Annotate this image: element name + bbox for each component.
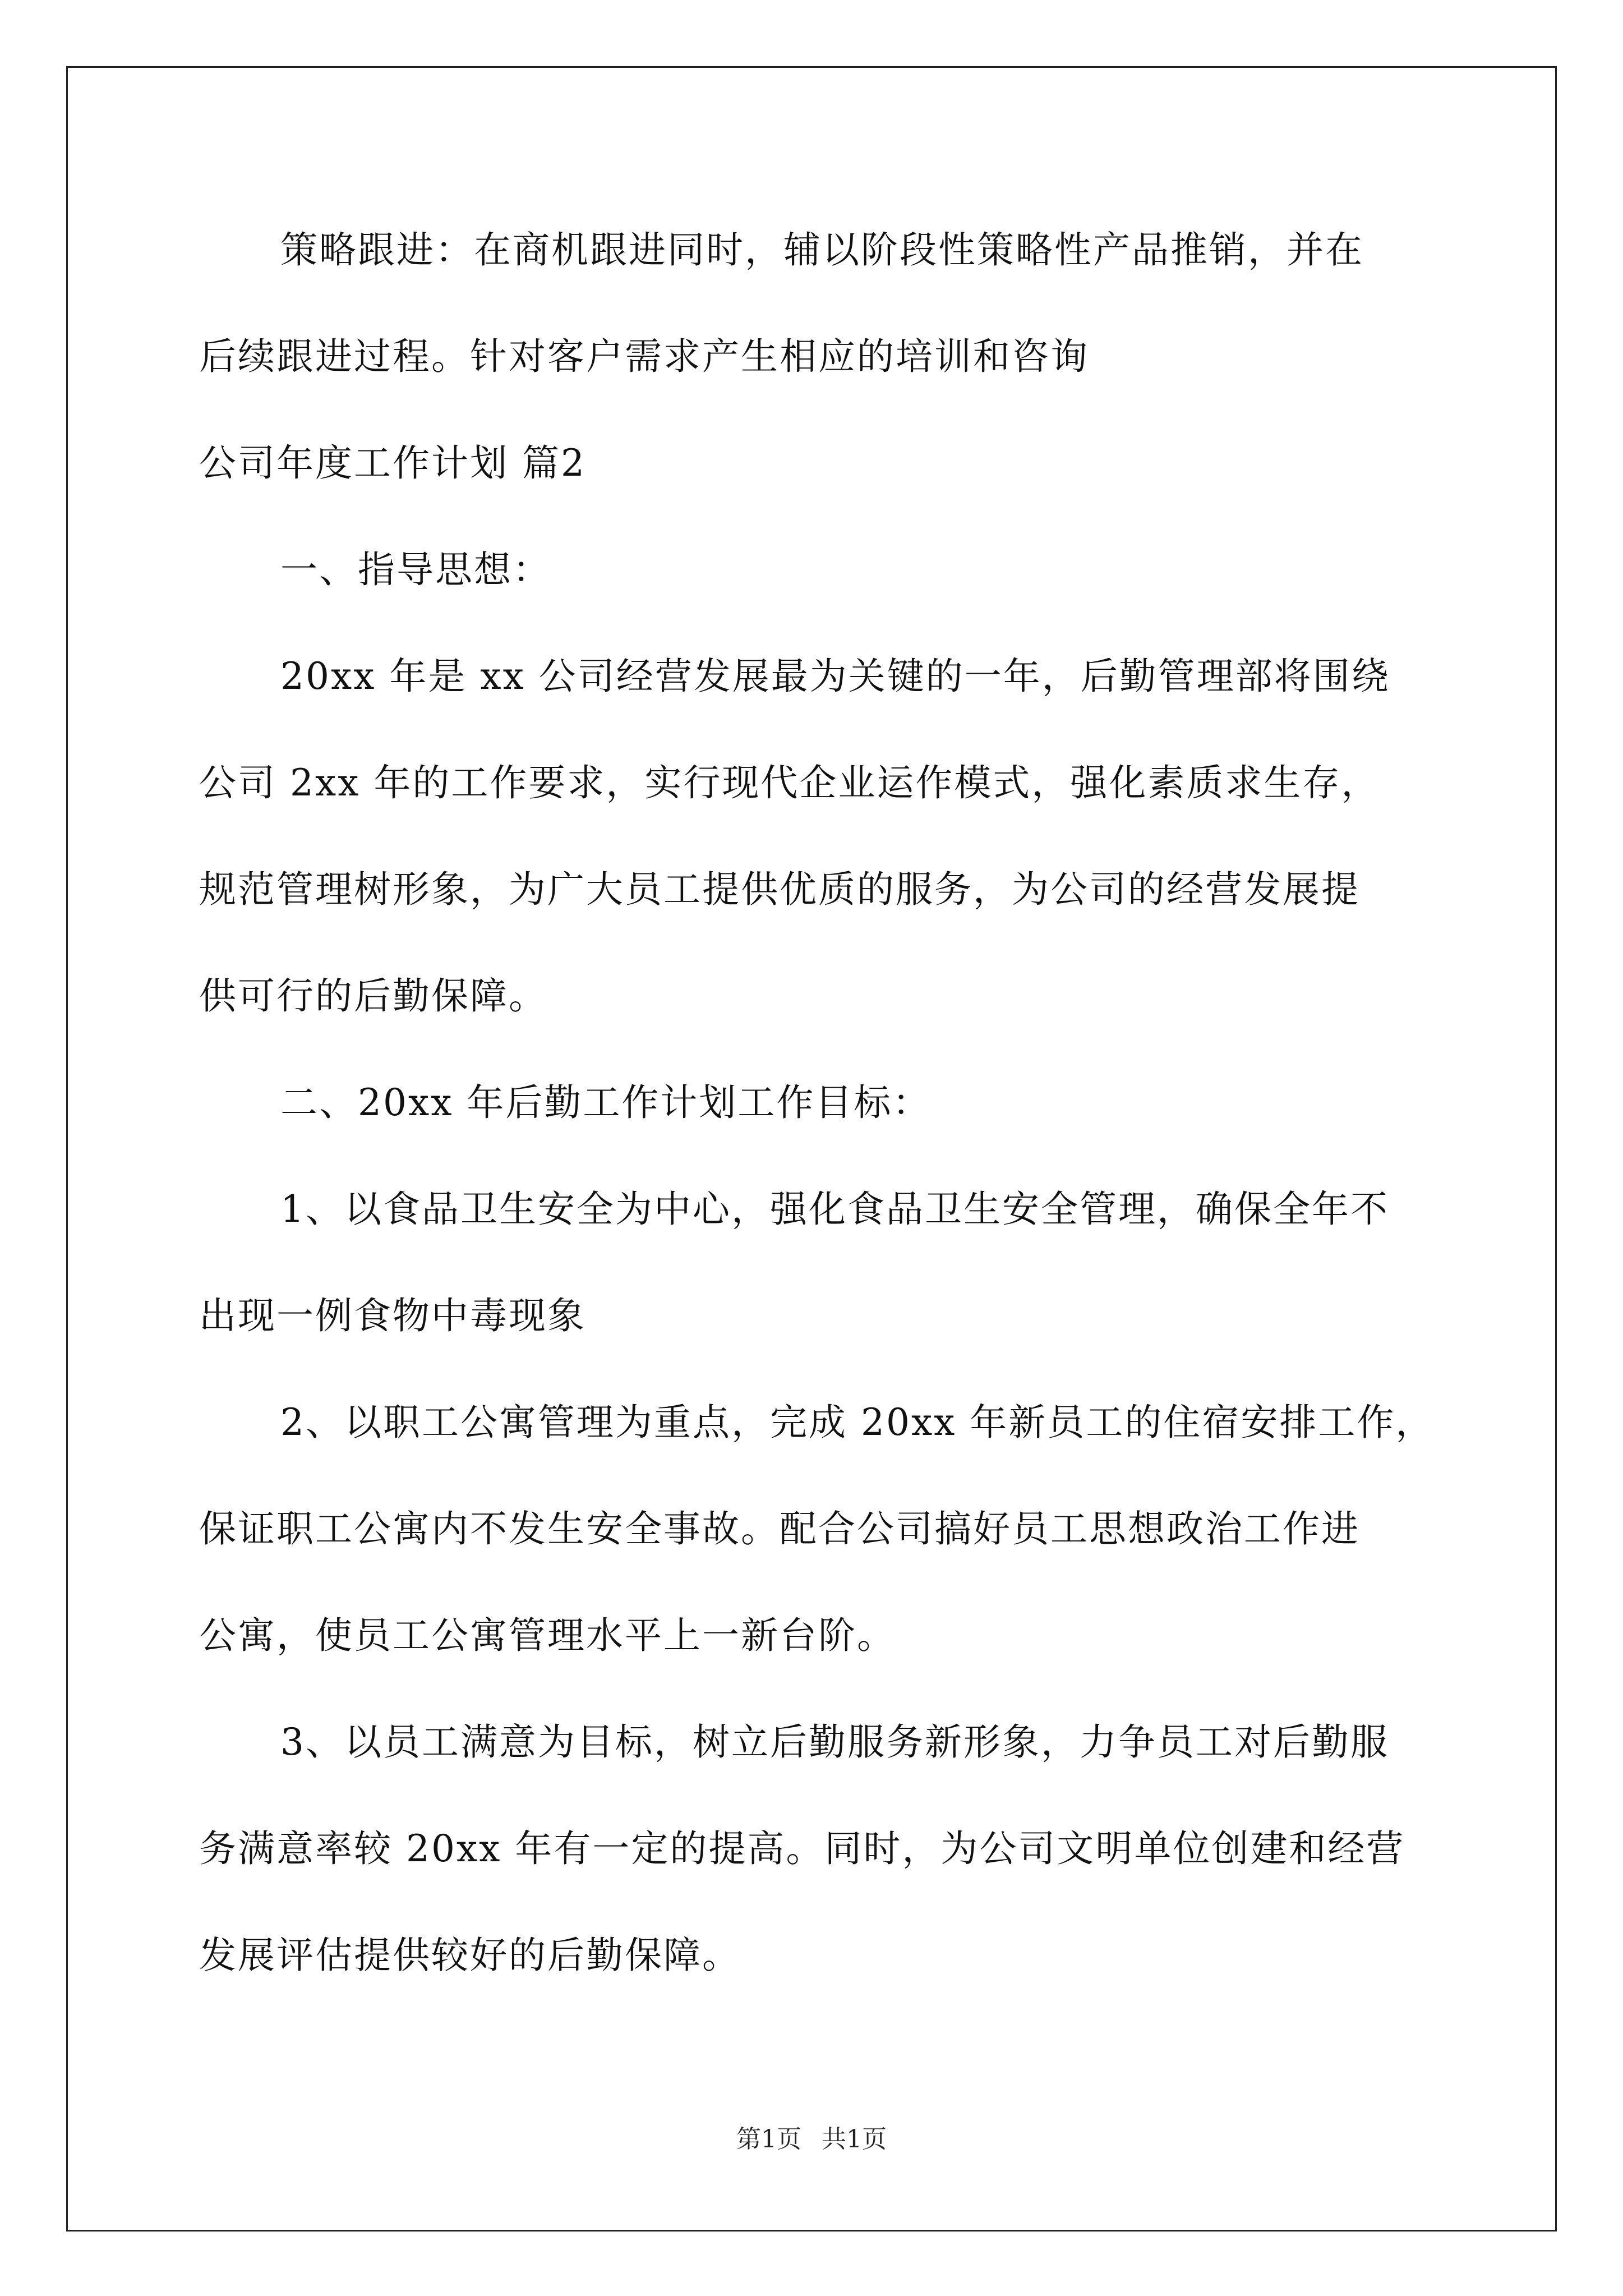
paragraph-line: 务满意率较 20xx 年有一定的提高。同时，为公司文明单位创建和经营	[199, 1827, 1405, 1870]
paragraph-line: 3、以员工满意为目标，树立后勤服务新形象，力争员工对后勤服	[280, 1720, 1389, 1764]
page-number-total: 共1页	[822, 2125, 887, 2154]
paragraph-line: 发展评估提供较好的后勤保障。	[199, 1934, 741, 1977]
paragraph-line: 供可行的后勤保障。	[199, 974, 547, 1018]
paragraph-line: 公寓，使员工公寓管理水平上一新台阶。	[199, 1614, 896, 1657]
paragraph-line: 策略跟进：在商机跟进同时，辅以阶段性策略性产品推销，并在	[280, 228, 1364, 272]
paragraph-line: 保证职工公寓内不发生安全事故。配合公司搞好员工思想政治工作进	[199, 1507, 1360, 1550]
paragraph-line: 后续跟进过程。针对客户需求产生相应的培训和咨询	[199, 335, 1089, 378]
paragraph-line: 20xx 年是 xx 公司经营发展最为关键的一年，后勤管理部将围绕	[280, 655, 1390, 698]
subheading: 二、20xx 年后勤工作计划工作目标：	[280, 1081, 932, 1124]
paragraph-line: 1、以食品卫生安全为中心，强化食品卫生安全管理，确保全年不	[280, 1188, 1389, 1231]
page-border	[66, 66, 1557, 2231]
paragraph-line: 规范管理树形象，为广大员工提供优质的服务，为公司的经营发展提	[199, 868, 1360, 911]
section-heading: 公司年度工作计划 篇2	[199, 441, 586, 485]
subheading: 一、指导思想：	[280, 548, 551, 591]
paragraph-line: 2、以职工公寓管理为重点，完成 20xx 年新员工的住宿安排工作，	[280, 1401, 1435, 1444]
page-footer	[0, 2127, 1623, 2152]
paragraph-line: 出现一例食物中毒现象	[199, 1294, 586, 1337]
page-number-current: 第1页	[736, 2125, 801, 2154]
paragraph-line: 公司 2xx 年的工作要求，实行现代企业运作模式，强化素质求生存，	[199, 761, 1380, 804]
